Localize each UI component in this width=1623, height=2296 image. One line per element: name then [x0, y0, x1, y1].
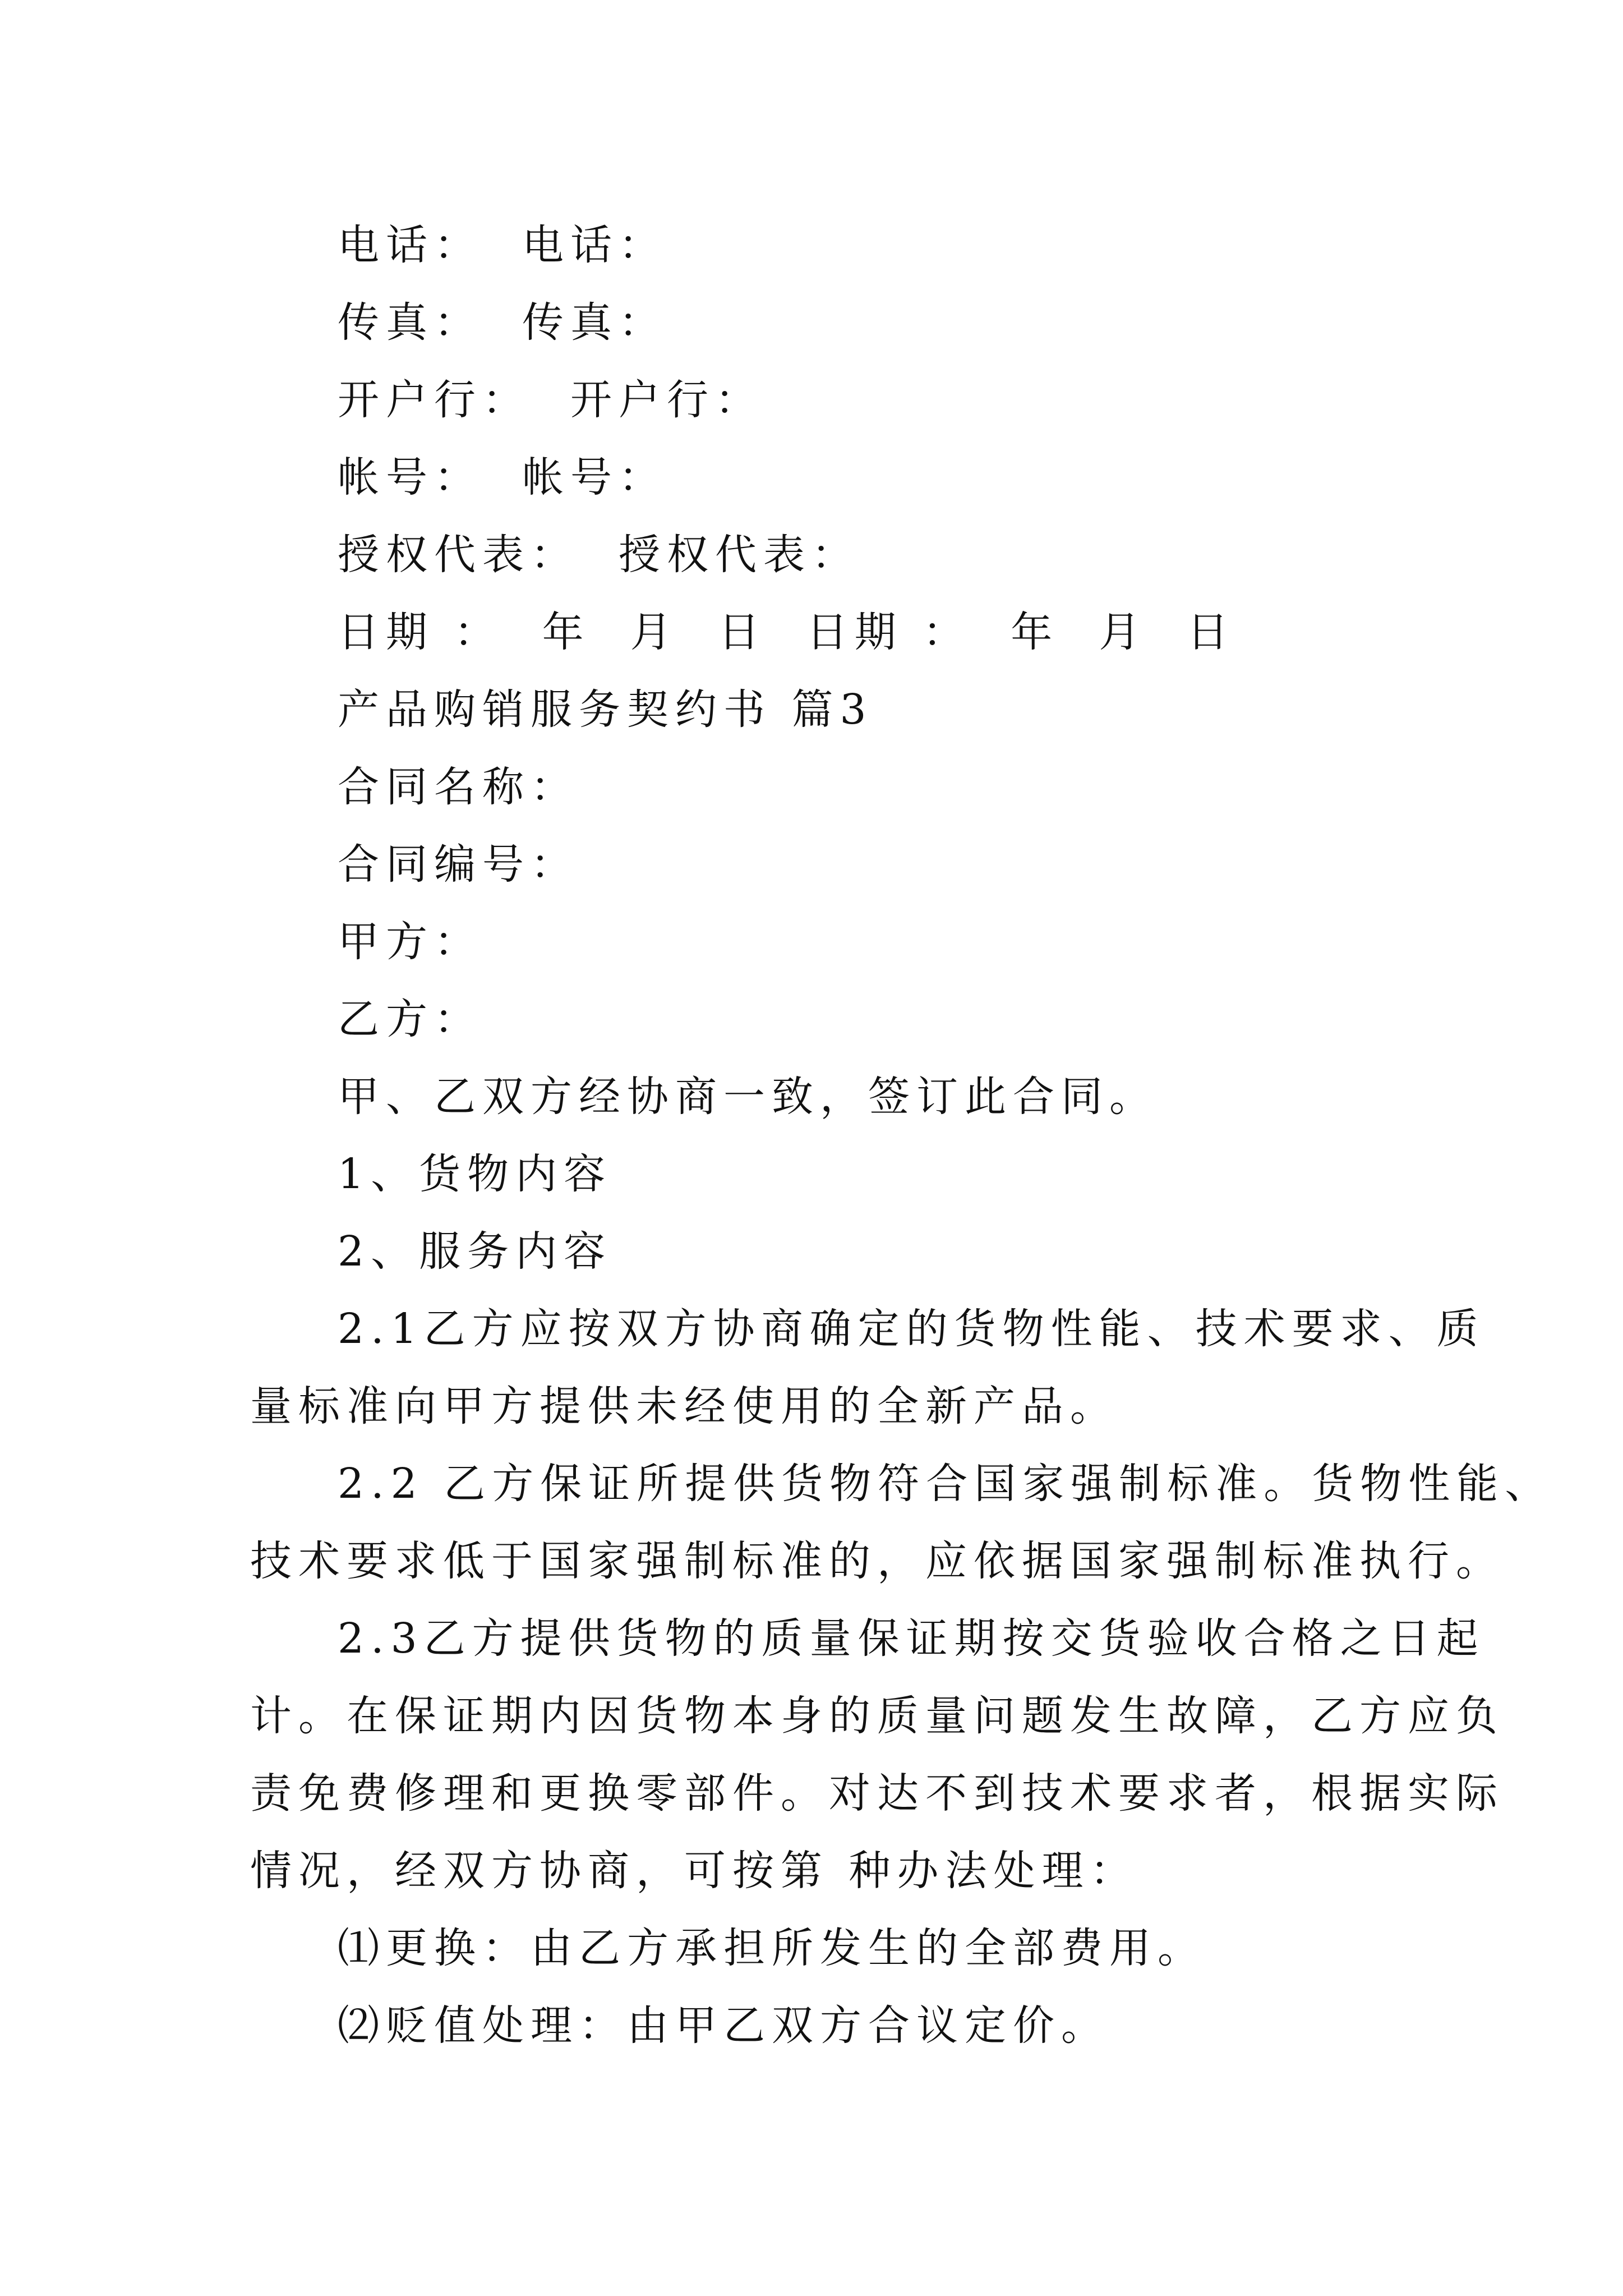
clause-2-1-line-2: 量标准向甲方提供未经使用的全新产品。 — [250, 1382, 1118, 1430]
clause-2-3-line-4: 情况，经双方协商，可按第 种办法处理： — [250, 1847, 1138, 1895]
date-line: 日期 ： 年 月 日 日期 ： 年 月 日 — [338, 608, 1235, 656]
clause-2-3-line-3: 责免费修理和更换零部件。对达不到技术要求者，根据实际 — [250, 1769, 1504, 1818]
clause-2-1-line-1: 2.1乙方应按双方协商确定的货物性能、技术要求、质 — [338, 1305, 1485, 1353]
clause-2-2-line-2: 技术要求低于国家强制标准的，应依据国家强制标准执行。 — [250, 1537, 1504, 1585]
depreciation-item: ⑵贬值处理：由甲乙双方合议定价。 — [338, 2001, 1109, 2050]
phone-line: 电话： 电话： — [338, 221, 667, 269]
contract-name-line: 合同名称： — [338, 763, 579, 811]
account-line: 帐号： 帐号： — [338, 453, 667, 501]
representative-line: 授权代表： 授权代表： — [338, 531, 860, 579]
section-title: 产品购销服务契约书 篇3 — [338, 685, 873, 734]
replacement-item: ⑴更换：由乙方承担所发生的全部费用。 — [338, 1924, 1206, 1972]
contract-number-line: 合同编号： — [338, 840, 579, 889]
clause-2-heading: 2、服务内容 — [338, 1227, 612, 1276]
bank-line: 开户行： 开户行： — [338, 376, 764, 424]
clause-2-3-line-2: 计。在保证期内因货物本身的质量问题发生故障，乙方应负 — [250, 1692, 1504, 1740]
clause-2-3-line-1: 2.3乙方提供货物的质量保证期按交货验收合格之日起 — [338, 1614, 1485, 1663]
fax-line: 传真： 传真： — [338, 298, 667, 347]
clause-1-heading: 1、货物内容 — [338, 1150, 612, 1198]
party-a-line: 甲方： — [338, 918, 482, 966]
agreement-paragraph: 甲、乙双方经协商一致，签订此合同。 — [338, 1073, 1158, 1121]
party-b-line: 乙方： — [338, 995, 482, 1043]
clause-2-2-line-1: 2.2 乙方保证所提供货物符合国家强制标准。货物性能、 — [338, 1460, 1553, 1508]
